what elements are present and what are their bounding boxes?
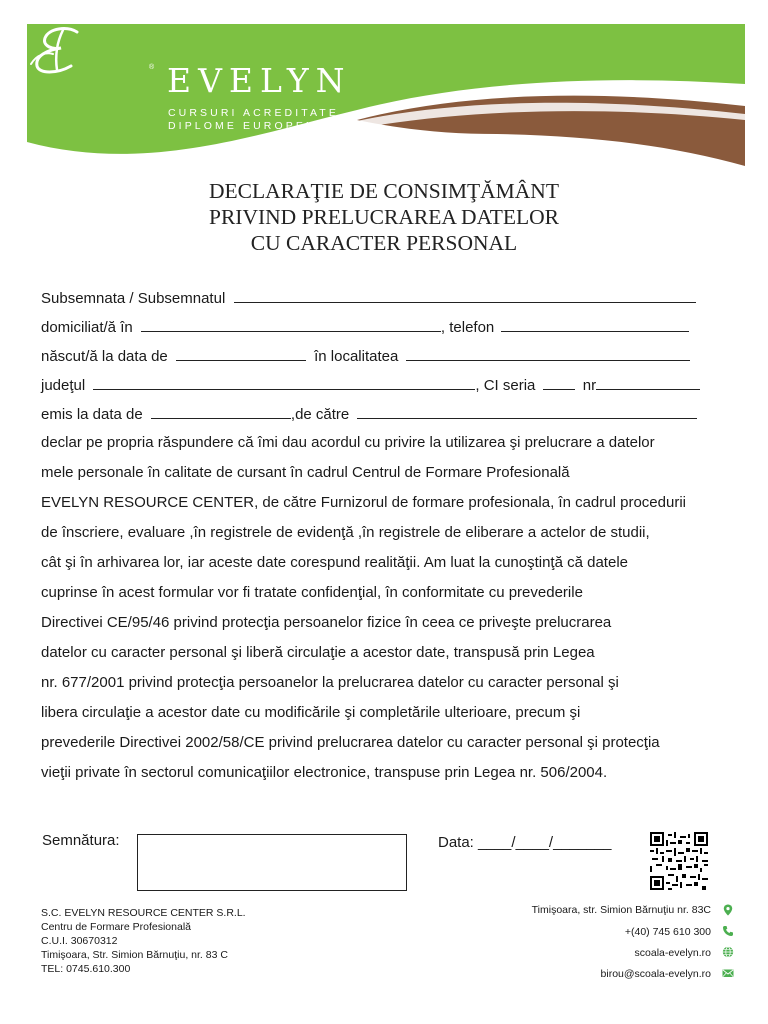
form-row-issued bbox=[41, 403, 716, 427]
county-label: judeţul bbox=[41, 377, 86, 394]
mail-icon bbox=[722, 967, 734, 979]
ci-number-field[interactable] bbox=[596, 374, 700, 390]
date-field[interactable]: ____/____/_______ bbox=[478, 834, 612, 851]
form-row-name bbox=[41, 287, 716, 311]
paragraph-line: datelor cu caracter personal şi liberă circulaţie a acestor date, transpusă prin Legea bbox=[41, 644, 595, 661]
domicile-label: domiciliat/ă în bbox=[41, 319, 133, 336]
footer-email[interactable]: birou@scoala-evelyn.ro bbox=[600, 968, 711, 980]
paragraph-line: libera circulaţie a acestor date cu modificările şi completările ulterioare, precum şi bbox=[41, 704, 581, 721]
form-row-county bbox=[41, 374, 716, 398]
globe-icon bbox=[722, 946, 734, 958]
footer-address: Timişoara, str. Simion Bărnuţiu nr. 83C bbox=[531, 904, 711, 916]
paragraph-line: prevederile Directivei 2002/58/CE privind prelucrarea datelor cu caracter personal şi protecţia bbox=[41, 734, 660, 751]
signature-label: Semnătura: bbox=[42, 832, 120, 849]
ci-series-label: , CI seria bbox=[475, 377, 536, 394]
birthdate-label: născut/ă la data de bbox=[41, 348, 168, 365]
paragraph-line: declar pe propria răspundere că îmi dau acordul cu privire la utilizarea şi prelucrare a datelor bbox=[41, 434, 655, 451]
brand-tagline-1: CURSURI ACREDITATE bbox=[168, 107, 339, 119]
footer-company-phone: TEL: 0745.610.300 bbox=[41, 963, 131, 975]
brand-name: EVELYN bbox=[167, 61, 352, 100]
qr-code-icon bbox=[650, 832, 708, 890]
signature-box[interactable] bbox=[137, 834, 407, 891]
header-banner bbox=[27, 24, 745, 172]
paragraph-line: vieţii private în sectorul comunicaţiilor electronice, transpuse prin Legea nr. 506/2004. bbox=[41, 764, 608, 781]
paragraph-line: EVELYN RESOURCE CENTER, de către Furnizorul de formare profesionala, în cadrul procedurii bbox=[41, 494, 686, 511]
name-field[interactable] bbox=[234, 287, 696, 303]
paragraph-line: Directivei CE/95/46 privind protecţia persoanelor fizice în ceea ce priveşte prelucrarea bbox=[41, 614, 612, 631]
footer-company-address: Timişoara, Str. Simion Bărnuţiu, nr. 83 C bbox=[41, 949, 228, 961]
county-field[interactable] bbox=[93, 374, 475, 390]
domicile-field[interactable] bbox=[141, 316, 441, 332]
phone-icon bbox=[722, 925, 734, 937]
paragraph-line: cât şi în arhivarea lor, iar aceste date corespund realităţii. Am luat la cunoştinţă că datele bbox=[41, 554, 628, 571]
locality-field[interactable] bbox=[406, 345, 690, 361]
birthdate-field[interactable] bbox=[176, 345, 306, 361]
document-title-line-2: PRIVIND PRELUCRAREA DATELOR bbox=[209, 205, 559, 229]
form-row-domicile bbox=[41, 316, 716, 340]
date-row bbox=[438, 834, 612, 851]
footer-phone[interactable]: +(40) 745 610 300 bbox=[624, 926, 711, 938]
issued-date-label: emis la data de bbox=[41, 406, 143, 423]
form-row-birth bbox=[41, 345, 716, 369]
issued-by-field[interactable] bbox=[357, 403, 697, 419]
name-label: Subsemnata / Subsemnatul bbox=[41, 290, 226, 307]
footer-company-type: Centru de Formare Profesională bbox=[41, 921, 191, 933]
banner-waves bbox=[27, 24, 745, 172]
paragraph-line: nr. 677/2001 privind protecţia persoanelor la prelucrarea datelor cu caracter personal şi bbox=[41, 674, 619, 691]
ci-number-label: nr bbox=[582, 377, 597, 394]
footer-website[interactable]: scoala-evelyn.ro bbox=[634, 947, 711, 959]
footer-company-cui: C.U.I. 30670312 bbox=[41, 935, 118, 947]
document-title-line-3: CU CARACTER PERSONAL bbox=[250, 231, 518, 255]
phone-label: , telefon bbox=[440, 319, 495, 336]
ci-series-field[interactable] bbox=[543, 374, 575, 390]
phone-field[interactable] bbox=[501, 316, 689, 332]
document-title-line-1: DECLARAŢIE DE CONSIMŢĂMÂNT bbox=[209, 179, 559, 203]
location-pin-icon bbox=[722, 904, 734, 916]
locality-label: în localitatea bbox=[314, 348, 399, 365]
footer-company-name: S.C. EVELYN RESOURCE CENTER S.R.L. bbox=[41, 907, 246, 919]
paragraph-line: mele personale în calitate de cursant în cadrul Centrul de Formare Profesională bbox=[41, 464, 570, 481]
date-label: Data: bbox=[438, 834, 474, 851]
issued-by-label: ,de către bbox=[290, 406, 350, 423]
issued-date-field[interactable] bbox=[151, 403, 291, 419]
registered-mark: ® bbox=[149, 64, 155, 71]
brand-tagline-2: DIPLOME EUROPENE bbox=[168, 120, 327, 132]
evelyn-logo-icon bbox=[27, 24, 97, 76]
paragraph-line: de înscriere, evaluare ,în registrele de evidenţă ,în registrele de eliberare a actelor de studii, bbox=[41, 524, 650, 541]
paragraph-line: cuprinse în acest formular vor fi tratate confidenţial, în conformitate cu prevederile bbox=[41, 584, 583, 601]
